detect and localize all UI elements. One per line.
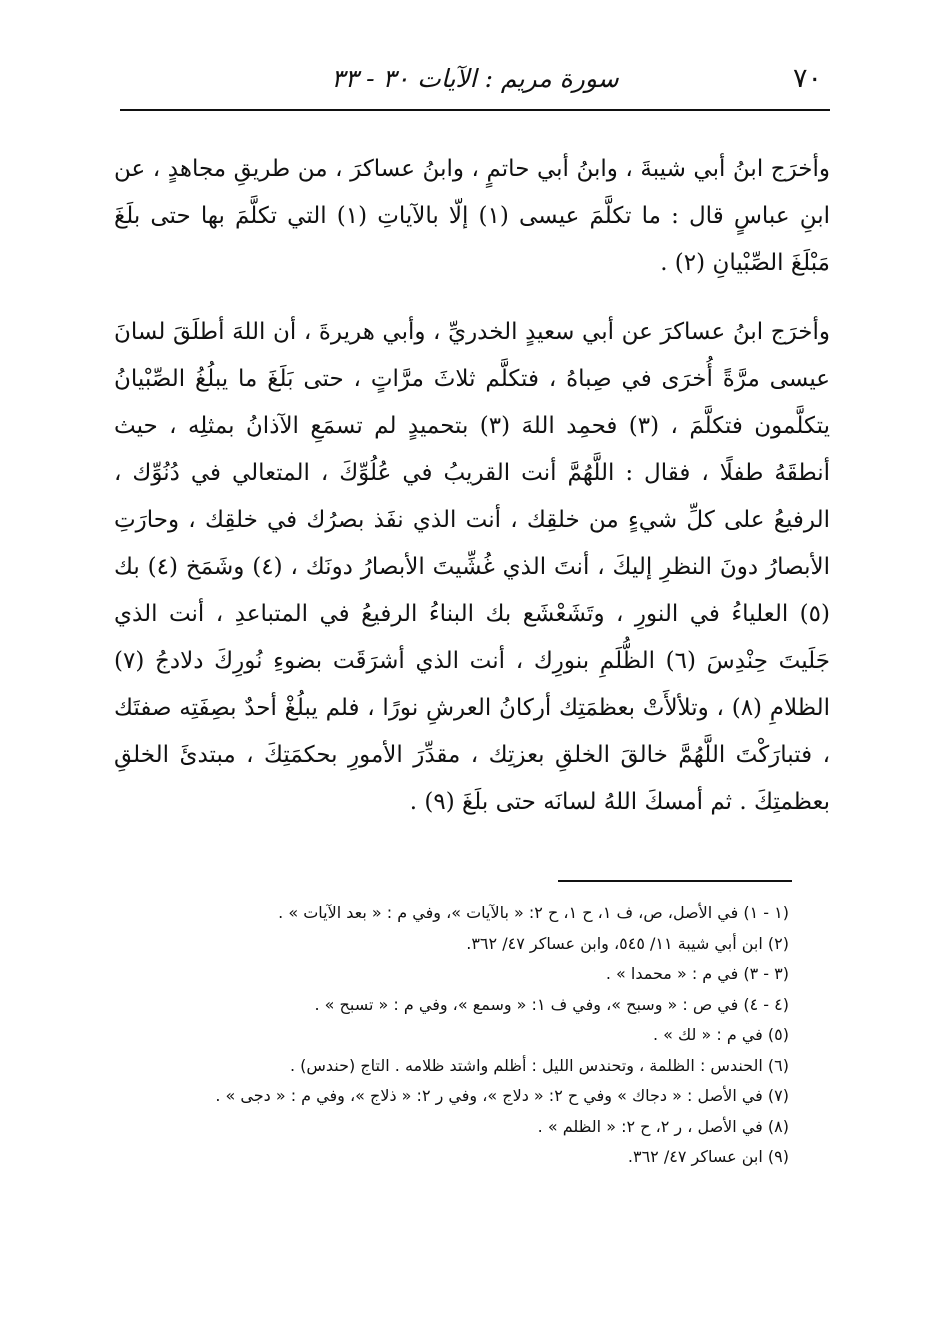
footnote-7: (٧) في الأصل : « دجاك » وفي ح ٢: « دلاج »، وفي ر ٢: « ذلاج »، وفي م : « دجى » . bbox=[215, 1086, 789, 1105]
footnote-9: (٩) ابن عساكر ٤٧/ ٣٦٢. bbox=[627, 1147, 789, 1166]
footnote-6: (٦) الحندس : الظلمة ، وتحندس الليل : أظلم واشتد ظلامه . التاج (حندس) . bbox=[289, 1055, 789, 1075]
footnote-3: (٣ - ٣) في م : « محمدا » . bbox=[605, 964, 789, 983]
footnotes bbox=[175, 898, 789, 1173]
main-text bbox=[114, 146, 830, 826]
header-rule bbox=[120, 109, 830, 111]
footnote-8: (٨) في الأصل ، ر ٢، ح ٢: « الظلم » . bbox=[537, 1116, 789, 1136]
footnote-separator bbox=[558, 880, 792, 882]
footnote-4: (٤ - ٤) في ص : « وسبح »، وفي ف ١: « وسمع »، وفي م : « تسبح » . bbox=[314, 994, 789, 1014]
footnote-2: (٢) ابن أبي شيبة ١١/ ٥٤٥، وابن عساكر ٤٧/ ٣٦٢. bbox=[466, 933, 789, 953]
page-number: ٧٠ bbox=[792, 63, 822, 94]
paragraph-2: وأخرَج ابنُ عساكرَ عن أبي سعيدٍ الخدريِّ ، وأبي هريرةَ ، أن اللهَ أطلَقَ لسانَ عيسى مرَّةً أُخرَى في صِباهُ ، فتكلَّم ثلاثَ مرَّاتٍ ، حتى بَلَغَ ما يبلُغُ الصِّبْيانُ يتكلَّمون فتكلَّمَ ، (٣) فحمِد اللهَ (٣) بتحميدٍ لم تسمَعِ الآذانُ بمثلِه ، حيث أنطقَهُ طفلًا ، فقال : اللَّهُمَّ أنت القريبُ في عُلُوِّكَ ، المتعالي في دُنُوِّك ، الرفيعُ على كلِّ شيءٍ من خلقِك ، أنت الذي نفَذ بصرُك في خلقِك ، وحارَتِ الأبصارُ دونَ النظرِ إليكَ ، أنتَ الذي غُشِّيتَ الأبصارُ دونَك ، (٤) وشَمَخ (٤) بك (٥) العلياءُ في النورِ ، وتَشَعْشَع بك البناءُ الرفيعُ في المتباعدِ ، أنت الذي جَلَيتَ حِنْدِسَ (٦) الظُّلَمِ بنورِك ، أنت الذي أشرَقَت بضوءِ نُورِكَ دلادجُ (٧) الظلامِ (٨) ، وتلألأَتْ بعظمَتِك أركانُ العرشِ نورًا ، فلم يبلُغْ أحدٌ بصِفَتِه صفتَك ، فتبارَكْتَ اللَّهُمَّ خالقَ الخلقِ بعزتِك ، مقدِّرَ الأمورِ بحكمَتِكَ ، مبتدئَ الخلقِ بعظمتِكَ . ثم أمسكَ اللهُ لسانَه حتى بلَغَ (٩) . bbox=[114, 319, 831, 815]
footnote-5: (٥) في م : « لك » . bbox=[653, 1025, 789, 1044]
page-header bbox=[120, 55, 830, 111]
paragraph-1: وأخرَج ابنُ أبي شيبةَ ، وابنُ أبي حاتمٍ ، وابنُ عساكرَ ، من طريقِ مجاهدٍ ، عن ابنِ عباسٍ قال : ما تكلَّمَ عيسى (١) إلّا بالآياتِ (١) التي تكلَّمَ بها حتى بلَغَ مَبْلَغَ الصِّبْيانِ (٢) . bbox=[114, 156, 830, 276]
footnote-1: (١ - ١) في الأصل، ص، ف ١، ح ١، ح ٢: « بالآيات »، وفي م : « بعد الآيات » . bbox=[278, 903, 789, 922]
running-title: سورة مريم : الآيات ٣٠ - ٣٣ bbox=[331, 64, 619, 93]
